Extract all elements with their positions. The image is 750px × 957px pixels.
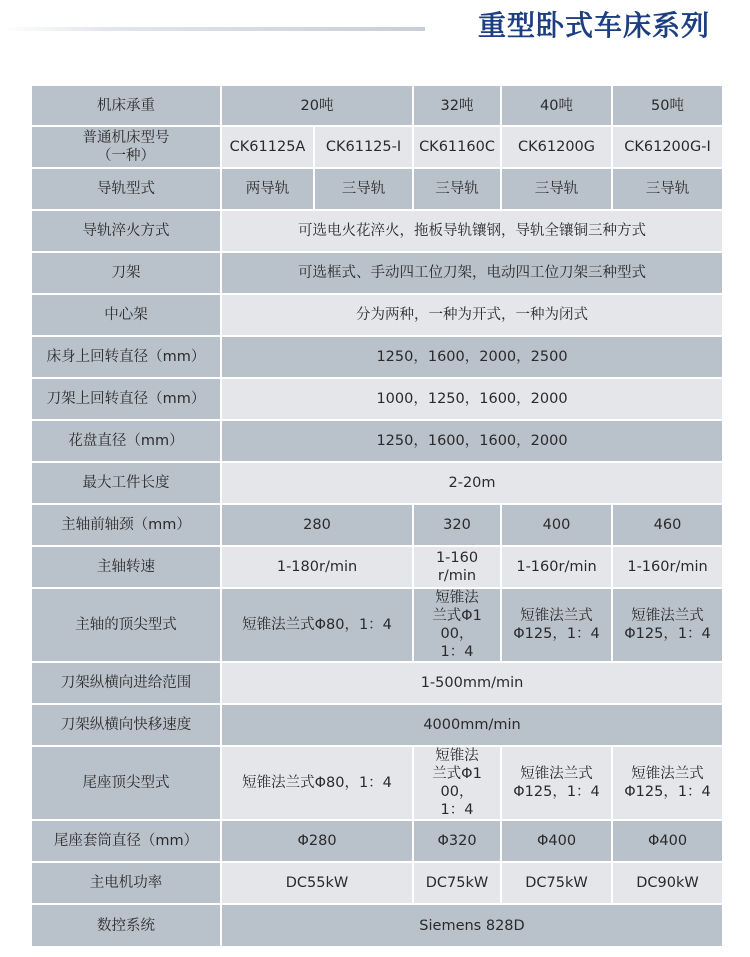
table-cell: 两导轨 <box>221 168 314 210</box>
row-label: 床身上回转直径（mm） <box>31 336 221 378</box>
table-cell <box>612 746 723 820</box>
cell-text: 短锥法兰式Φ100，1：4 <box>432 590 482 660</box>
row-label: 主轴的顶尖型式 <box>31 588 221 662</box>
table-row <box>31 504 723 546</box>
table-cell: 280 <box>221 504 413 546</box>
table-row <box>31 820 723 862</box>
table-row <box>31 378 723 420</box>
row-label: 花盘直径（mm） <box>31 420 221 462</box>
cell-text: 短锥法兰式Φ100，1：4 <box>432 748 482 818</box>
row-label: 刀架纵横向进给范围 <box>31 662 221 704</box>
table-cell: 1-160r/min <box>612 546 723 588</box>
row-label: 尾座套筒直径（mm） <box>31 820 221 862</box>
table-cell: DC55kW <box>221 862 413 904</box>
table-cell <box>413 588 501 662</box>
table-cell: 2-20m <box>221 462 723 504</box>
table-cell: Φ400 <box>612 820 723 862</box>
table-cell <box>413 746 501 820</box>
row-label: 导轨型式 <box>31 168 221 210</box>
cell-line: Φ125，1：4 <box>513 626 600 642</box>
row-label: 主轴前轴颈（mm） <box>31 504 221 546</box>
table-cell: 1-180r/min <box>221 546 413 588</box>
table-cell: DC75kW <box>501 862 612 904</box>
table-cell: 1250，1600，1600，2000 <box>221 420 723 462</box>
table-row <box>31 746 723 820</box>
table-cell: Φ400 <box>501 820 612 862</box>
table-row <box>31 210 723 252</box>
row-label <box>31 126 221 168</box>
table-cell: DC75kW <box>413 862 501 904</box>
cell-line: 短锥法兰式 <box>520 766 593 782</box>
table-cell: 三导轨 <box>314 168 413 210</box>
table-cell: 32吨 <box>413 85 501 126</box>
table-cell: 三导轨 <box>501 168 612 210</box>
table-cell: 可选框式、手动四工位刀架，电动四工位刀架三种型式 <box>221 252 723 294</box>
table-cell: Siemens 828D <box>221 904 723 947</box>
table-row <box>31 904 723 947</box>
row-label: 机床承重 <box>31 85 221 126</box>
table-row <box>31 126 723 168</box>
table-cell: 1000，1250，1600，2000 <box>221 378 723 420</box>
row-label: 主电机功率 <box>31 862 221 904</box>
table-row <box>31 294 723 336</box>
cell-line: 短锥法兰式 <box>631 766 704 782</box>
row-label: 尾座顶尖型式 <box>31 746 221 820</box>
table-cell: CK61125-Ⅰ <box>314 126 413 168</box>
table-cell: CK61160C <box>413 126 501 168</box>
cell-line: Φ125，1：4 <box>624 626 711 642</box>
cell-text: 1-160r/min <box>435 550 479 584</box>
row-label: 最大工件长度 <box>31 462 221 504</box>
table-cell: 20吨 <box>221 85 413 126</box>
table-cell <box>501 588 612 662</box>
table-row <box>31 85 723 126</box>
page-title: 重型卧式车床系列 <box>477 9 710 42</box>
table-cell: 可选电火花淬火，拖板导轨镶钢，导轨全镶铜三种方式 <box>221 210 723 252</box>
row-label: 数控系统 <box>31 904 221 947</box>
table-row <box>31 588 723 662</box>
table-cell: 400 <box>501 504 612 546</box>
table-cell: CK61200G-Ⅰ <box>612 126 723 168</box>
table-cell <box>413 546 501 588</box>
table-cell: CK61200G <box>501 126 612 168</box>
row-label-line: 普通机床型号 <box>82 130 170 146</box>
row-label: 刀架纵横向快移速度 <box>31 704 221 746</box>
table-row <box>31 420 723 462</box>
row-label: 刀架上回转直径（mm） <box>31 378 221 420</box>
table-cell <box>501 746 612 820</box>
table-cell: 4000mm/min <box>221 704 723 746</box>
table-cell: 三导轨 <box>413 168 501 210</box>
table-row <box>31 704 723 746</box>
table-cell: 460 <box>612 504 723 546</box>
table-cell <box>612 588 723 662</box>
table-cell: 短锥法兰式Φ80，1：4 <box>221 746 413 820</box>
row-label: 刀架 <box>31 252 221 294</box>
table-cell: 50吨 <box>612 85 723 126</box>
table-row <box>31 546 723 588</box>
table-cell: DC90kW <box>612 862 723 904</box>
table-cell: 分为两种，一种为开式，一种为闭式 <box>221 294 723 336</box>
spec-table <box>30 84 724 948</box>
row-label: 主轴转速 <box>31 546 221 588</box>
table-cell: CK61125A <box>221 126 314 168</box>
cell-line: 短锥法兰式 <box>631 608 704 624</box>
table-row <box>31 168 723 210</box>
table-row <box>31 252 723 294</box>
table-row <box>31 662 723 704</box>
table-cell: 1-160r/min <box>501 546 612 588</box>
table-row <box>31 862 723 904</box>
table-cell: 短锥法兰式Φ80，1：4 <box>221 588 413 662</box>
table-cell: 40吨 <box>501 85 612 126</box>
row-label: 导轨淬火方式 <box>31 210 221 252</box>
header-rule <box>0 27 425 31</box>
table-cell: Φ280 <box>221 820 413 862</box>
row-label: 中心架 <box>31 294 221 336</box>
table-row <box>31 462 723 504</box>
table-cell: 1-500mm/min <box>221 662 723 704</box>
cell-line: 短锥法兰式 <box>520 608 593 624</box>
table-cell: 1250，1600，2000，2500 <box>221 336 723 378</box>
table-cell: Φ320 <box>413 820 501 862</box>
table-row <box>31 336 723 378</box>
table-cell: 三导轨 <box>612 168 723 210</box>
cell-line: Φ125，1：4 <box>624 784 711 800</box>
table-cell: 320 <box>413 504 501 546</box>
cell-line: Φ125，1：4 <box>513 784 600 800</box>
row-label-line: （一种） <box>97 148 155 164</box>
